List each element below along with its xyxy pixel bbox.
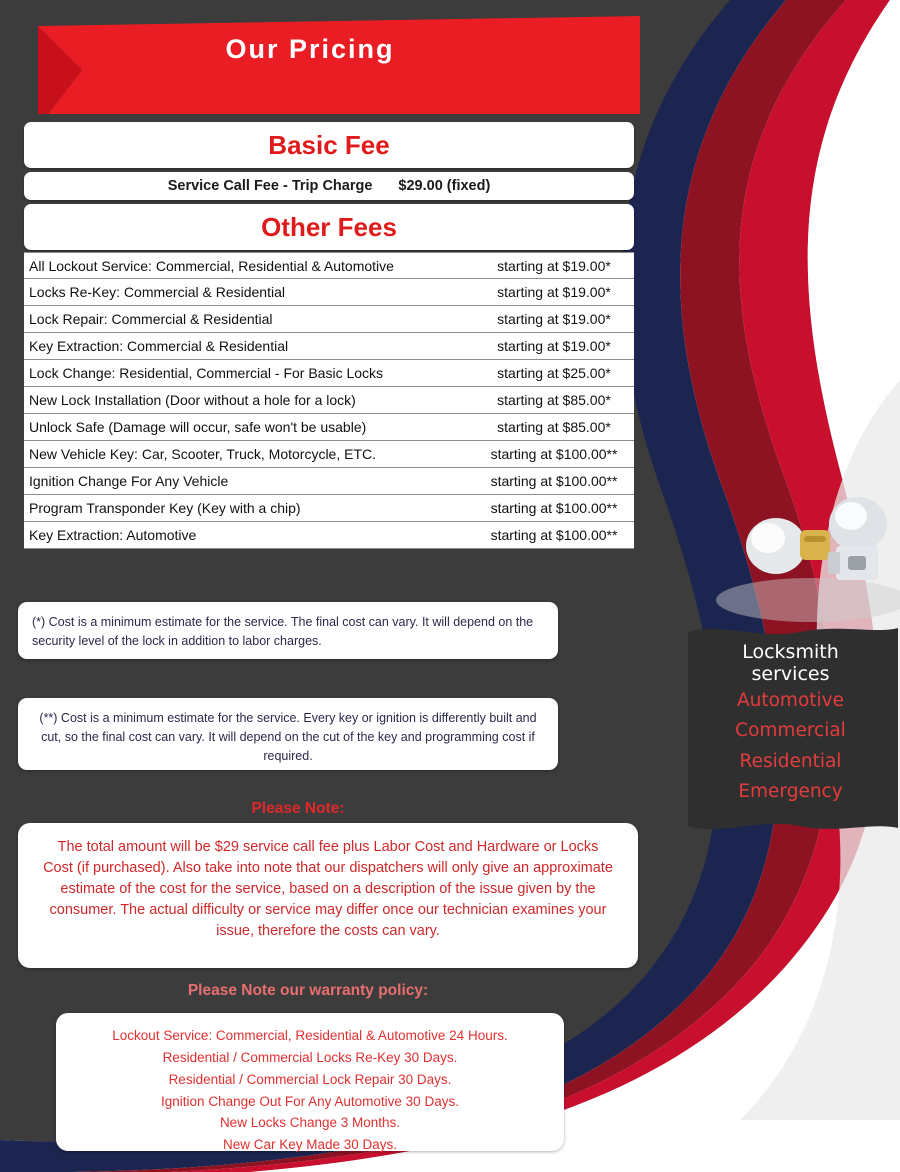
page-title: Our Pricing bbox=[225, 34, 395, 64]
fee-price: starting at $100.00** bbox=[490, 500, 618, 516]
fee-label: Lock Change: Residential, Commercial - For Basic Locks bbox=[29, 365, 384, 381]
basic-fee-heading: Basic Fee bbox=[268, 130, 390, 160]
double-star-note: (**) Cost is a minimum estimate for the service. Every key or ignition is differently built and cut, so the final cost can vary. It will depend on the cut of the key and programming cost if required. bbox=[18, 698, 558, 770]
trip-charge-label: Service Call Fee - Trip Charge bbox=[167, 178, 373, 194]
fee-price: starting at $19.00* bbox=[497, 257, 611, 274]
service-item-automotive: Automotive bbox=[736, 689, 845, 711]
table-row bbox=[24, 252, 634, 279]
warranty-line: Residential / Commercial Lock Repair 30 Days. bbox=[168, 1071, 452, 1087]
warranty-line: Residential / Commercial Locks Re-Key 30 Days. bbox=[162, 1049, 458, 1065]
please-note-label: Please Note: bbox=[251, 800, 345, 817]
table-row bbox=[24, 468, 634, 495]
service-item-commercial: Commercial bbox=[735, 720, 846, 742]
fee-label: Key Extraction: Commercial & Residential bbox=[29, 338, 289, 354]
trip-charge-row bbox=[24, 174, 634, 198]
fee-price: starting at $100.00** bbox=[490, 446, 618, 462]
fee-label: Unlock Safe (Damage will occur, safe won't be usable) bbox=[29, 419, 367, 435]
services-callout bbox=[688, 634, 893, 824]
table-row bbox=[24, 279, 634, 306]
fee-price: starting at $19.00* bbox=[497, 338, 611, 354]
fee-price: starting at $100.00** bbox=[490, 527, 618, 543]
please-note-text: The total amount will be $29 service call fee plus Labor Cost and Hardware or Locks Cost (if purchased). Also take into note that our dispatchers will only give an approximate estimate of the cost for the service, based on a description of the issue given by the consumer. The actual difficulty or service may differ once our technician examines your issue, therefore the costs can vary. bbox=[18, 823, 638, 968]
fee-price: starting at $100.00** bbox=[490, 473, 618, 489]
fee-label: Key Extraction: Automotive bbox=[29, 527, 197, 543]
fee-label: All Lockout Service: Commercial, Residential & Automotive bbox=[29, 257, 394, 274]
warranty-policy-card bbox=[56, 1013, 564, 1151]
table-row bbox=[24, 522, 634, 549]
warranty-policy-label: Please Note our warranty policy: bbox=[187, 982, 429, 999]
service-item-emergency: Emergency bbox=[738, 781, 843, 803]
fee-table bbox=[24, 252, 634, 549]
fee-label: Ignition Change For Any Vehicle bbox=[29, 473, 229, 489]
fee-label: Program Transponder Key (Key with a chip) bbox=[29, 500, 301, 516]
table-row bbox=[24, 387, 634, 414]
table-row bbox=[24, 414, 634, 441]
services-title-line1: Locksmith bbox=[742, 641, 839, 663]
fee-price: starting at $25.00* bbox=[497, 365, 611, 381]
warranty-line: New Car Key Made 30 Days. bbox=[222, 1137, 398, 1153]
fee-price: starting at $85.00* bbox=[497, 392, 611, 408]
table-row bbox=[24, 441, 634, 468]
service-item-residential: Residential bbox=[739, 750, 842, 772]
warranty-line: New Locks Change 3 Months. bbox=[219, 1115, 401, 1131]
table-row bbox=[24, 495, 634, 522]
fee-label: New Vehicle Key: Car, Scooter, Truck, Motorcycle, ETC. bbox=[29, 446, 377, 462]
trip-charge-price: $29.00 (fixed) bbox=[398, 178, 491, 194]
warranty-line: Ignition Change Out For Any Automotive 30 Days. bbox=[161, 1093, 459, 1109]
fee-price: starting at $19.00* bbox=[497, 311, 611, 327]
fee-label: Lock Repair: Commercial & Residential bbox=[29, 311, 273, 327]
table-row bbox=[24, 360, 634, 387]
single-star-note: (*) Cost is a minimum estimate for the service. The final cost can vary. It will depend on the security level of the lock in addition to labor charges. bbox=[18, 602, 558, 659]
fee-price: starting at $19.00* bbox=[497, 284, 611, 300]
fee-price: starting at $85.00* bbox=[497, 419, 611, 435]
services-callout-title bbox=[688, 634, 893, 686]
other-fees-heading: Other Fees bbox=[261, 212, 397, 242]
fee-label: Locks Re-Key: Commercial & Residential bbox=[29, 284, 285, 300]
services-title-line2: services bbox=[751, 662, 830, 685]
table-row bbox=[24, 306, 634, 333]
fee-label: New Lock Installation (Door without a hole for a lock) bbox=[29, 392, 356, 408]
warranty-line: Lockout Service: Commercial, Residential & Automotive 24 Hours. bbox=[112, 1028, 508, 1043]
table-row bbox=[24, 333, 634, 360]
